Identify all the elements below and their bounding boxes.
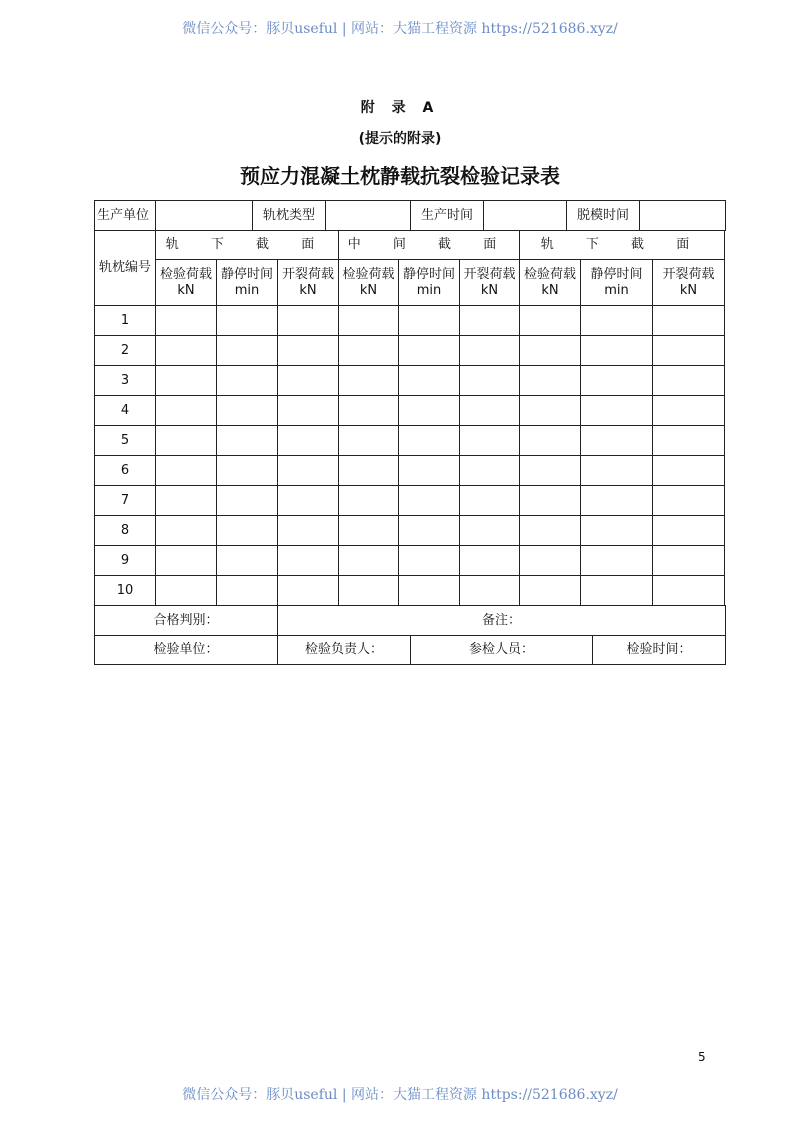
data-cell[interactable] (217, 576, 278, 606)
data-cell[interactable] (460, 366, 520, 396)
data-cell[interactable] (399, 426, 460, 456)
unit-field[interactable] (156, 201, 253, 231)
table-row (95, 336, 725, 366)
data-cell[interactable] (339, 546, 399, 576)
data-cell[interactable] (399, 576, 460, 606)
label-demold-time: 脱模时间 (567, 201, 640, 231)
data-cell[interactable] (460, 426, 520, 456)
data-cell[interactable] (278, 396, 339, 426)
data-cell[interactable] (217, 546, 278, 576)
table-row (95, 396, 725, 426)
column-header (339, 260, 399, 306)
data-cell[interactable] (460, 516, 520, 546)
data-cell[interactable] (581, 396, 653, 426)
data-cell[interactable] (278, 306, 339, 336)
data-cell[interactable] (460, 336, 520, 366)
column-header (399, 260, 460, 306)
label-unit: 生产单位 (95, 201, 156, 231)
row-header: 轨枕编号 (95, 231, 156, 306)
column-header (653, 260, 725, 306)
column-name: 开裂荷载 (281, 266, 334, 282)
data-cell[interactable] (581, 336, 653, 366)
inspect-unit-label: 检验单位： (95, 636, 278, 665)
row-number: 6 (95, 456, 156, 486)
table-row (95, 456, 725, 486)
row-number: 7 (95, 486, 156, 516)
data-cell[interactable] (460, 306, 520, 336)
demold-time-field[interactable] (640, 201, 726, 231)
data-cell[interactable] (156, 456, 217, 486)
row-number: 2 (95, 336, 156, 366)
type-field[interactable] (326, 201, 411, 231)
column-unit: kN (359, 282, 378, 298)
data-cell[interactable] (653, 306, 725, 336)
participants-label: 参检人员： (411, 636, 593, 665)
data-cell[interactable] (399, 396, 460, 426)
data-cell[interactable] (520, 306, 581, 336)
data-cell[interactable] (339, 516, 399, 546)
data-cell[interactable] (581, 486, 653, 516)
data-cell[interactable] (653, 426, 725, 456)
data-cell[interactable] (217, 456, 278, 486)
column-header (520, 260, 581, 306)
data-cell[interactable] (339, 426, 399, 456)
row-number: 3 (95, 366, 156, 396)
column-unit: min (234, 282, 260, 298)
table-row (95, 426, 725, 456)
column-name: 检验荷载 (342, 266, 395, 282)
data-cell[interactable] (156, 576, 217, 606)
data-cell[interactable] (217, 426, 278, 456)
data-cell[interactable] (399, 516, 460, 546)
leader-label: 检验负责人： (278, 636, 411, 665)
table-row (95, 306, 725, 336)
data-cell[interactable] (581, 366, 653, 396)
column-header (217, 260, 278, 306)
data-cell[interactable] (460, 456, 520, 486)
data-cell[interactable] (217, 306, 278, 336)
info-table (94, 200, 726, 231)
data-cell[interactable] (460, 486, 520, 516)
data-cell[interactable] (278, 516, 339, 546)
column-name: 开裂荷载 (463, 266, 516, 282)
data-cell[interactable] (339, 576, 399, 606)
row-number: 10 (95, 576, 156, 606)
column-header (156, 260, 217, 306)
label-type: 轨枕类型 (253, 201, 326, 231)
data-cell[interactable] (217, 396, 278, 426)
watermark-bottom: 微信公众号：豚贝useful | 网站：大猫工程资源 https://521686.xyz/ (182, 1087, 618, 1103)
appendix-label: 附 录 A (360, 100, 440, 116)
data-cell[interactable] (520, 546, 581, 576)
data-cell[interactable] (399, 546, 460, 576)
data-cell[interactable] (653, 336, 725, 366)
column-name: 静停时间 (220, 266, 273, 282)
data-cell[interactable] (156, 366, 217, 396)
column-header (581, 260, 653, 306)
section-header: 中 间 截 面 (339, 231, 520, 260)
data-cell[interactable] (653, 516, 725, 546)
data-cell[interactable] (581, 576, 653, 606)
prod-time-field[interactable] (484, 201, 567, 231)
data-cell[interactable] (520, 336, 581, 366)
row-number: 5 (95, 426, 156, 456)
data-cell[interactable] (520, 456, 581, 486)
record-table (94, 230, 725, 606)
column-unit: kN (299, 282, 317, 298)
data-cell[interactable] (217, 486, 278, 516)
page-number: 5 (698, 1050, 706, 1064)
judge-label: 合格判别： (95, 606, 278, 636)
data-cell[interactable] (581, 306, 653, 336)
data-cell[interactable] (653, 546, 725, 576)
column-unit: min (604, 282, 629, 298)
data-cell[interactable] (581, 516, 653, 546)
row-number: 4 (95, 396, 156, 426)
data-cell[interactable] (278, 336, 339, 366)
column-name: 静停时间 (402, 266, 455, 282)
data-cell[interactable] (399, 306, 460, 336)
data-cell[interactable] (156, 306, 217, 336)
data-cell[interactable] (581, 426, 653, 456)
section-header: 轨 下 截 面 (156, 231, 339, 260)
data-cell[interactable] (156, 396, 217, 426)
data-cell[interactable] (520, 366, 581, 396)
data-cell[interactable] (217, 516, 278, 546)
table-row (95, 546, 725, 576)
table-row (95, 366, 725, 396)
data-cell[interactable] (520, 396, 581, 426)
data-cell[interactable] (278, 426, 339, 456)
row-number: 9 (95, 546, 156, 576)
form-title: 预应力混凝土枕静载抗裂检验记录表 (240, 164, 560, 188)
data-cell[interactable] (460, 396, 520, 426)
column-name: 检验荷载 (523, 266, 576, 282)
row-number: 8 (95, 516, 156, 546)
watermark-top: 微信公众号：豚贝useful | 网站：大猫工程资源 https://521686.xyz/ (182, 21, 618, 37)
data-cell[interactable] (520, 486, 581, 516)
column-name: 静停时间 (590, 266, 643, 282)
table-row (95, 576, 725, 606)
data-cell[interactable] (339, 366, 399, 396)
inspect-time-label: 检验时间： (593, 636, 726, 665)
remark-label: 备注： (278, 606, 726, 636)
data-cell[interactable] (653, 576, 725, 606)
table-row (95, 486, 725, 516)
data-cell[interactable] (399, 456, 460, 486)
data-cell[interactable] (278, 576, 339, 606)
data-cell[interactable] (339, 456, 399, 486)
data-cell[interactable] (156, 486, 217, 516)
data-cell[interactable] (460, 576, 520, 606)
data-cell[interactable] (460, 546, 520, 576)
data-cell[interactable] (653, 396, 725, 426)
data-cell[interactable] (339, 306, 399, 336)
column-unit: min (416, 282, 442, 298)
data-cell[interactable] (278, 456, 339, 486)
data-cell[interactable] (399, 486, 460, 516)
column-name: 开裂荷载 (662, 266, 715, 282)
data-cell[interactable] (156, 426, 217, 456)
data-cell[interactable] (520, 516, 581, 546)
data-cell[interactable] (581, 456, 653, 486)
label-prod-time: 生产时间 (411, 201, 484, 231)
data-cell[interactable] (339, 336, 399, 366)
data-cell[interactable] (520, 576, 581, 606)
data-cell[interactable] (581, 546, 653, 576)
data-cell[interactable] (217, 336, 278, 366)
data-cell[interactable] (156, 336, 217, 366)
data-cell[interactable] (156, 546, 217, 576)
table-row (95, 516, 725, 546)
row-number: 1 (95, 306, 156, 336)
column-header (278, 260, 339, 306)
column-unit: kN (541, 282, 559, 298)
data-cell[interactable] (278, 486, 339, 516)
data-cell[interactable] (653, 456, 725, 486)
column-name: 检验荷载 (159, 266, 212, 282)
footer-table (94, 605, 726, 665)
data-cell[interactable] (520, 426, 581, 456)
data-cell[interactable] (339, 396, 399, 426)
column-unit: kN (679, 282, 698, 298)
data-cell[interactable] (399, 366, 460, 396)
data-cell[interactable] (399, 336, 460, 366)
data-cell[interactable] (217, 366, 278, 396)
column-header (460, 260, 520, 306)
data-cell[interactable] (278, 366, 339, 396)
data-cell[interactable] (653, 486, 725, 516)
data-cell[interactable] (156, 516, 217, 546)
data-cell[interactable] (339, 486, 399, 516)
appendix-subtitle: (提示的附录) (358, 131, 442, 147)
column-unit: kN (177, 282, 195, 298)
data-cell[interactable] (653, 366, 725, 396)
data-cell[interactable] (278, 546, 339, 576)
column-unit: kN (480, 282, 499, 298)
section-header: 轨 下 截 面 (520, 231, 725, 260)
